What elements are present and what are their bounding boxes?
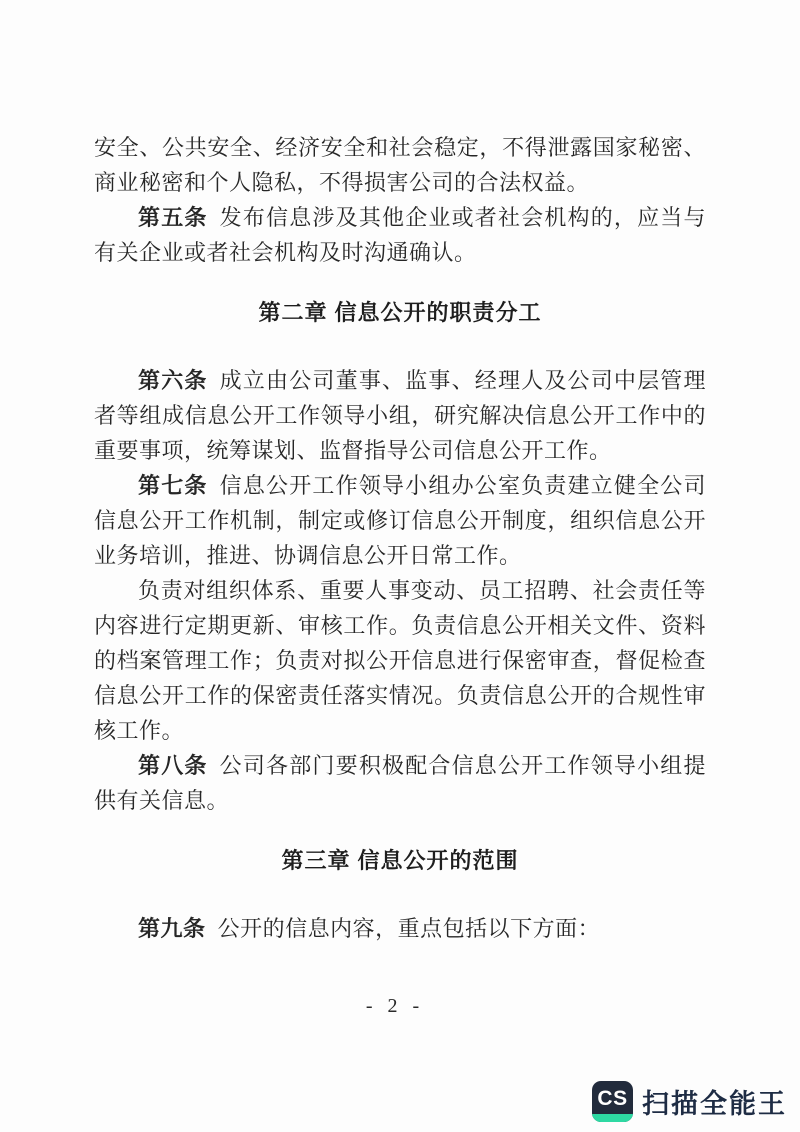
camscanner-brand-name: 扫描全能王: [642, 1089, 787, 1119]
article-9-paragraph: [94, 911, 706, 946]
camscanner-icon-accent-strip: [592, 1114, 633, 1122]
article-7-label: 第七条: [138, 473, 208, 498]
article-6-text: 成立由公司董事、监事、经理人及公司中层管理者等组成信息公开工作领导小组，研究解决信息公开工作中的重要事项，统筹谋划、监督指导公司信息公开工作。: [94, 368, 706, 463]
article-6-paragraph: [94, 363, 706, 468]
article-5-text: 发布信息涉及其他企业或者社会机构的，应当与有关企业或者社会机构及时沟通确认。: [94, 205, 706, 265]
article-7-paragraph: [94, 468, 706, 573]
camscanner-watermark: [592, 1081, 787, 1122]
article-8-text: 公司各部门要积极配合信息公开工作领导小组提供有关信息。: [94, 753, 706, 813]
article-9-text: 公开的信息内容，重点包括以下方面：: [217, 916, 601, 941]
page-number: - 2 -: [365, 995, 425, 1017]
chapter-3-heading: 第三章 信息公开的范围: [281, 848, 519, 873]
document-body: [94, 0, 706, 946]
article-7-text: 信息公开工作领导小组办公室负责建立健全公司信息公开工作机制，制定或修订信息公开制度，组织信息公开业务培训，推进、协调信息公开日常工作。: [94, 473, 706, 568]
article-9-label: 第九条: [138, 916, 206, 941]
article-6-label: 第六条: [138, 368, 208, 393]
article-5-label: 第五条: [138, 205, 208, 230]
duties-paragraph: 负责对组织体系、重要人事变动、员工招聘、社会责任等内容进行定期更新、审核工作。负责信息公开相关文件、资料的档案管理工作；负责对拟公开信息进行保密审查，督促检查信息公开工作的保密责任落实情况。负责信息公开的合规性审核工作。: [94, 578, 706, 743]
chapter-2-heading: 第二章 信息公开的职责分工: [258, 300, 542, 325]
camscanner-icon-letters: CS: [597, 1086, 628, 1110]
carryover-paragraph: 安全、公共安全、经济安全和社会稳定，不得泄露国家秘密、商业秘密和个人隐私，不得损害公司的合法权益。: [94, 135, 706, 195]
article-8-paragraph: [94, 748, 706, 818]
article-5-paragraph: [94, 200, 706, 270]
article-8-label: 第八条: [138, 753, 208, 778]
camscanner-icon: [592, 1081, 633, 1122]
